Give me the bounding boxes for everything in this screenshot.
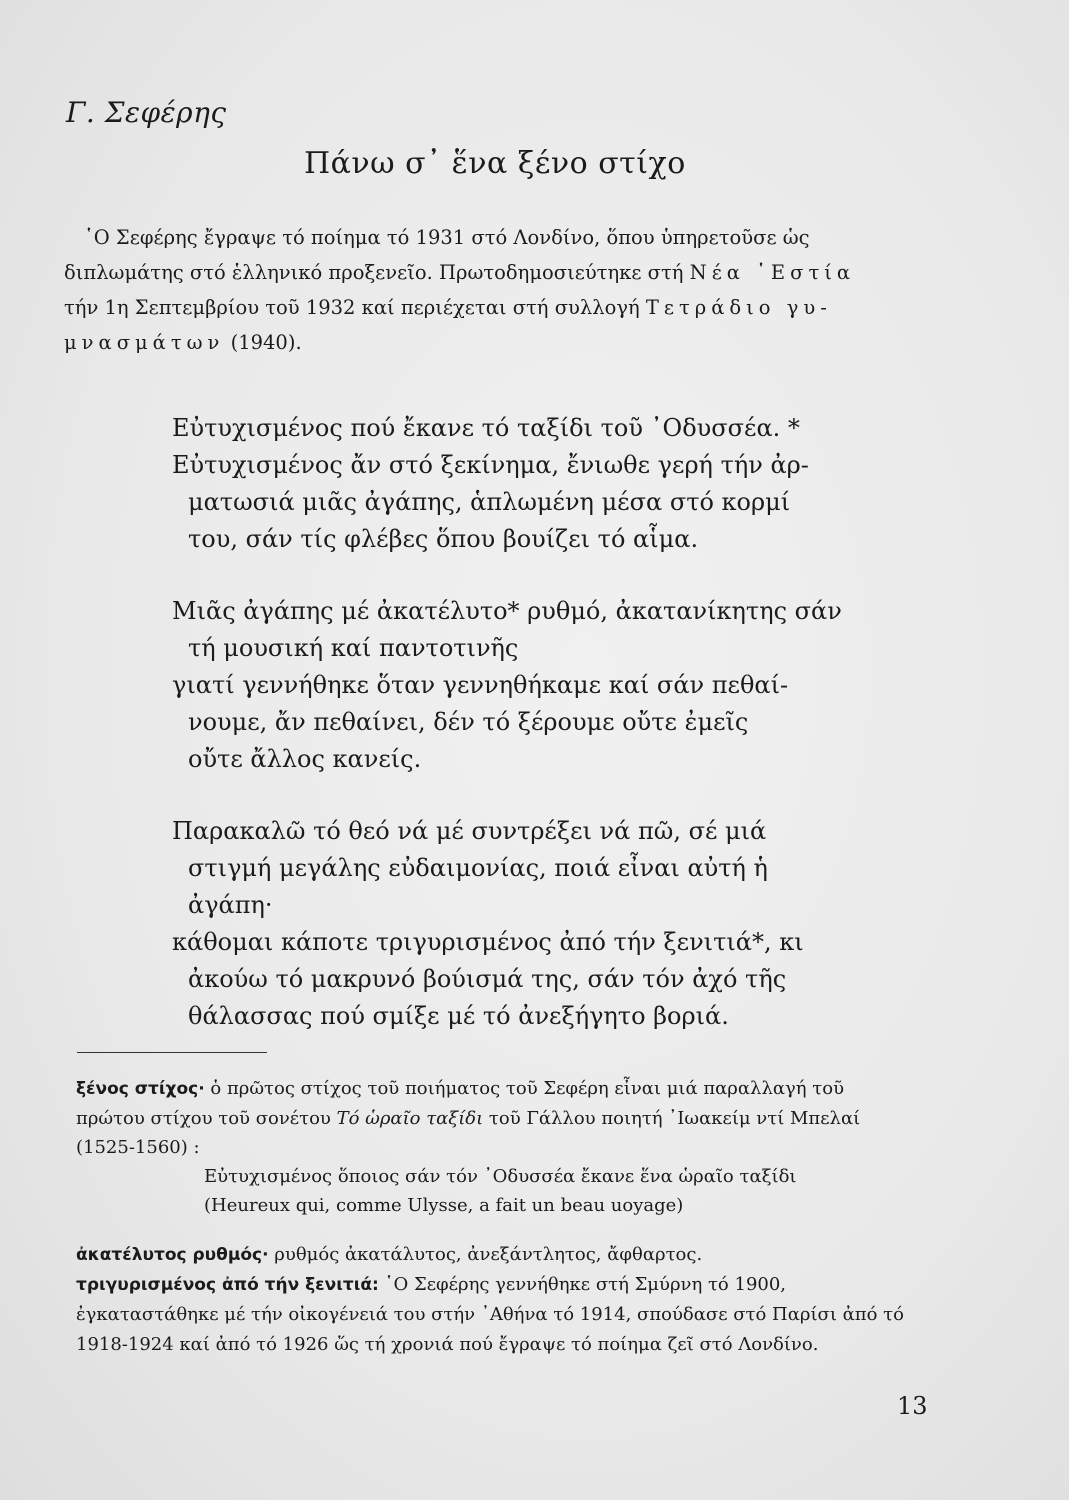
poem-body [172,410,892,1035]
poem-line: ματωσιά μιᾶς ἀγάπης, ἁπλωμένη μέσα στό κορμί [188,488,791,516]
poem-line: Εὐτυχισμένος πού ἔκανε τό ταξίδι τοῦ ᾿Οδυσσέα. * [172,414,800,442]
footnote-line [76,1074,936,1104]
footnote-text: ῾Ο Σεφέρης γεννήθηκε στή Σμύρνη τό 1900, [384,1274,787,1295]
footnote-term: ἀκατέλυτος ρυθμός· [76,1245,269,1265]
poem-line: Εὐτυχισμένος ἄν στό ξεκίνημα, ἔνιωθε γερή τήν ἀρ- [172,451,809,479]
stanza-gap [172,778,892,813]
footnote-line: 1918-1924 καί ἀπό τό 1926 ὥς τή χρονιά πού ἔγραψε τό ποίημα ζεῖ στό Λονδίνο. [76,1334,819,1355]
footnote-text: ρυθμός ἀκατάλυτος, ἀνεξάντλητος, ἄφθαρτος. [274,1244,703,1265]
poem-line: τή μουσική καί παντοτινῆς [188,634,519,662]
footnote-line [76,1104,936,1133]
footnote-text: τοῦ Γάλλου ποιητή ᾿Ιωακείμ ντί Μπελαί [488,1108,861,1129]
collection-name-part-2: μνασμάτων [64,331,225,354]
intro-line-2 [64,255,944,290]
stanza-2 [172,593,892,778]
intro-line-1: ῾Ο Σεφέρης ἔγραψε τό ποίημα τό 1931 στό Λονδίνο, ὅπου ὑπηρετοῦσε ὡς [84,226,810,249]
poem-line: στιγμή μεγάλης εὐδαιμονίας, ποιά εἶναι αὐτή ἡ [188,854,768,882]
footnote-text: ὁ πρῶτος στίχος τοῦ ποιήματος τοῦ Σεφέρη εἶναι μιά παραλλαγή τοῦ [210,1078,845,1099]
poem-title: Πάνω σ᾿ ἕνα ξένο στίχο [304,146,686,181]
intro-line-4 [64,325,944,360]
stanza-3 [172,813,892,1035]
poem-line: κάθομαι κάποτε τριγυρισμένος ἀπό τήν ξενιτιά*, κι [172,928,804,956]
footnote-trigyrismenos [76,1270,936,1300]
footnote-text: πρώτου στίχου τοῦ σονέτου [76,1108,331,1129]
poem-line: γιατί γεννήθηκε ὅταν γεννηθήκαμε καί σάν πεθαί- [172,671,789,699]
intro-line-3-text: τήν 1η Σεπτεμβρίου τοῦ 1932 καί περιέχεται στή συλλογή [64,296,640,319]
footnote-term: ξένος στίχος· [76,1079,205,1099]
poem-line: νουμε, ἄν πεθαίνει, δέν τό ξέρουμε οὔτε ἐμεῖς [188,708,749,736]
footnote-line: ἐγκαταστάθηκε μέ τήν οἰκογένειά του στήν ᾿Αθήνα τό 1914, σπούδασε στό Παρίσι ἀπό τό [76,1304,904,1325]
page-number: 13 [897,1392,928,1420]
intro-paragraph [64,220,944,360]
sonnet-title: Τό ὡραῖο ταξίδι [336,1108,484,1129]
poem-line: ἀκούω τό μακρυνό βούισμά της, σάν τόν ἀχό τῆς [188,965,787,993]
footnote-xenos-stichos [76,1074,936,1220]
publication-name: Νέα ῾Εστία [689,261,856,284]
poem-line: Μιᾶς ἀγάπης μέ ἀκατέλυτο* ρυθμό, ἀκατανίκητης σάν [172,597,842,625]
footnote-line: (1525-1560) : [76,1137,200,1158]
quoted-verse-french: (Heureux qui, comme Ulysse, a fait un beau uoyage) [204,1195,684,1216]
poem-line: Παρακαλῶ τό θεό νά μέ συντρέξει νά πῶ, σέ μιά [172,817,767,845]
poem-line: οὔτε ἄλλος κανείς. [188,745,422,773]
collection-year: (1940). [230,331,302,354]
footnote-term: τριγυρισμένος ἀπό τήν ξενιτιά: [76,1275,379,1295]
intro-line-2-text: διπλωμάτης στό ἑλληνικό προξενεῖο. Πρωτοδημοσιεύτηκε στή [64,261,684,284]
footnotes-secondary [76,1240,936,1360]
stanza-1 [172,410,892,558]
collection-name-part-1: Τετράδιο γυ- [645,296,832,319]
poem-line: θάλασσας πού σμίξε μέ τό ἀνεξήγητο βοριά. [188,1002,729,1030]
footnote-akatelytos [76,1240,936,1270]
author-name: Γ. Σεφέρης [66,96,227,129]
footnote-divider [77,1052,267,1053]
poem-line: ἀγάπη· [188,891,273,919]
intro-line-3 [64,290,944,325]
stanza-gap [172,558,892,593]
quoted-verse-greek: Εὐτυχισμένος ὅποιος σάν τόν ᾿Οδυσσέα ἔκανε ἕνα ὡραῖο ταξίδι [204,1166,797,1187]
poem-line: του, σάν τίς φλέβες ὅπου βουίζει τό αἷμα. [188,525,699,553]
